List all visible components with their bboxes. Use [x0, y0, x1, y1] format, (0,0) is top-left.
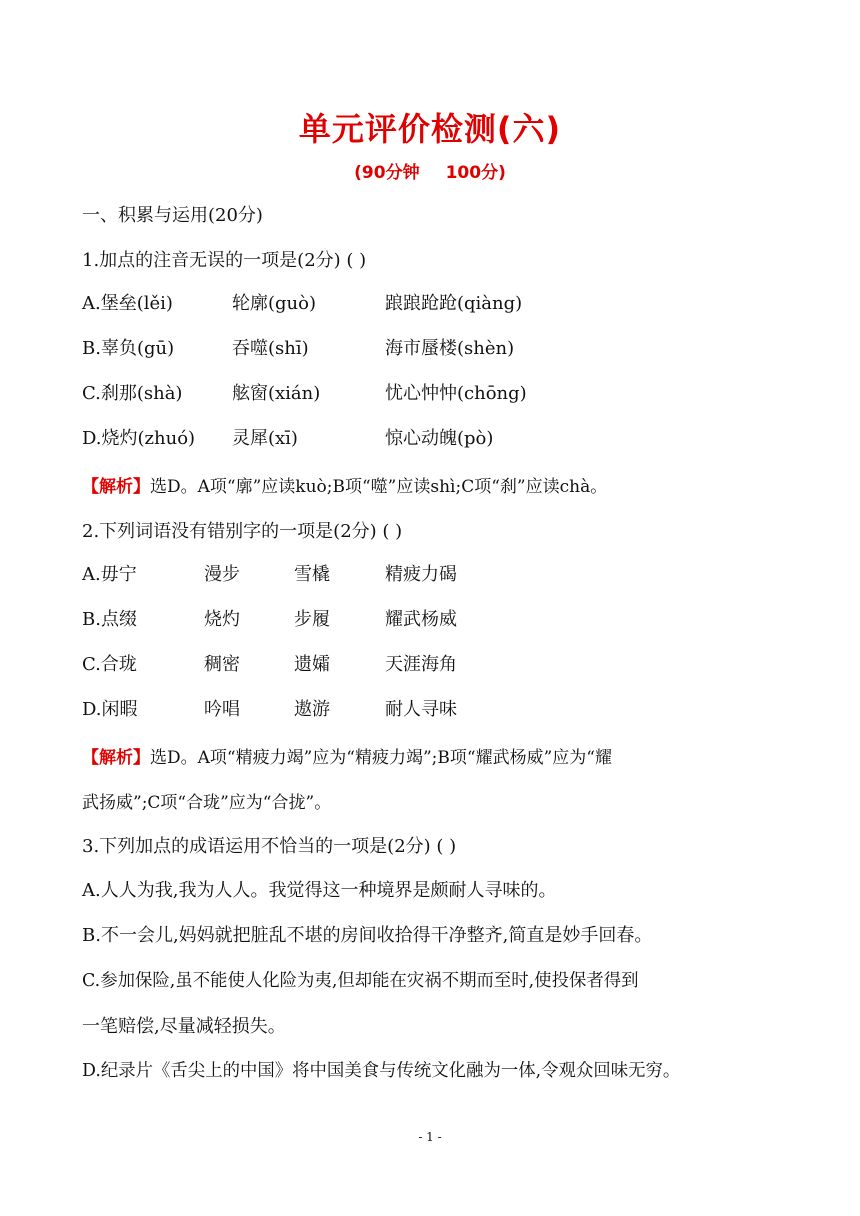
option-cell: 遗孀: [294, 654, 330, 675]
option-cell: B.辜负(gū): [82, 338, 175, 359]
question-1-option-d: [82, 426, 782, 452]
question-1-analysis: [82, 474, 607, 500]
question-2-option-d: [82, 697, 782, 723]
question-3-option-d: D.纪录片《舌尖上的中国》将中国美食与传统文化融为一体,令观众回味无穷。: [82, 1061, 681, 1081]
question-1-option-a: [82, 291, 782, 317]
option-cell: A.毋宁: [82, 564, 137, 585]
question-3-stem: 3.下列加点的成语运用不恰当的一项是(2分) ( ): [82, 836, 457, 857]
section-heading: 一、积累与运用(20分): [82, 205, 263, 226]
option-cell: B.点缀: [82, 609, 137, 630]
option-cell: D.闲暇: [82, 699, 138, 720]
analysis-text: 选D。A项“精疲力竭”应为“精疲力竭”;B项“耀武杨威”应为“耀: [150, 748, 612, 768]
option-cell: D.烧灼(zhuó): [82, 428, 196, 449]
option-cell: 吞噬(shī): [232, 338, 309, 359]
option-cell: 遨游: [294, 699, 330, 720]
exam-duration: (90分钟: [354, 163, 420, 183]
option-cell: 海市蜃楼(shèn): [385, 338, 515, 359]
analysis-tag: 【解析】: [82, 748, 150, 768]
analysis-text: 选D。A项“廓”应读kuò;B项“噬”应读shì;C项“刹”应读chà。: [150, 477, 608, 497]
question-3-option-b: B.不一会儿,妈妈就把脏乱不堪的房间收拾得干净整齐,简直是妙手回春。: [82, 925, 653, 946]
option-cell: 耀武杨威: [385, 609, 457, 630]
question-3-option-a: A.人人为我,我为人人。我觉得这一种境界是颇耐人寻味的。: [82, 880, 557, 901]
document-title: 单元评价检测(六): [298, 110, 562, 148]
option-cell: 稠密: [204, 654, 240, 675]
option-cell: 舷窗(xián): [232, 383, 321, 404]
question-1-option-b: [82, 336, 782, 362]
question-2-stem: 2.下列词语没有错别字的一项是(2分) ( ): [82, 521, 403, 542]
page-number: - 1 -: [418, 1130, 442, 1144]
exam-info: [0, 158, 860, 183]
option-cell: C.刹那(shà): [82, 383, 183, 404]
option-cell: A.堡垒(lěi): [82, 293, 173, 314]
option-cell: 精疲力碣: [385, 564, 457, 585]
option-cell: 耐人寻味: [385, 699, 457, 720]
question-2-option-a: [82, 562, 782, 588]
option-cell: 忧心忡忡(chōng): [385, 383, 527, 404]
exam-score: 100分): [445, 163, 506, 183]
option-cell: 惊心动魄(pò): [385, 428, 494, 449]
question-2-option-b: [82, 607, 782, 633]
option-cell: 灵犀(xī): [232, 428, 298, 449]
question-2-analysis: [82, 745, 612, 771]
question-1-option-c: [82, 381, 782, 407]
option-cell: 吟唱: [204, 699, 240, 720]
question-3-option-c-continued: 一笔赔偿,尽量减轻损失。: [82, 1016, 286, 1037]
option-cell: 烧灼: [204, 609, 240, 630]
analysis-tag: 【解析】: [82, 477, 150, 497]
question-2-option-c: [82, 652, 782, 678]
option-cell: 踉踉跄跄(qiàng): [385, 293, 523, 314]
option-cell: 轮廓(guò): [232, 293, 316, 314]
option-cell: 天涯海角: [385, 654, 457, 675]
option-cell: C.合珑: [82, 654, 137, 675]
option-cell: 步履: [294, 609, 330, 630]
question-3-option-c: C.参加保险,虽不能使人化险为夷,但却能在灾祸不期而至时,使投保者得到: [82, 971, 639, 991]
question-1-stem: 1.加点的注音无误的一项是(2分) ( ): [82, 250, 367, 271]
option-cell: 漫步: [204, 564, 240, 585]
question-2-analysis-continued: 武扬威”;C项“合珑”应为“合拢”。: [82, 793, 332, 813]
option-cell: 雪橇: [294, 564, 330, 585]
